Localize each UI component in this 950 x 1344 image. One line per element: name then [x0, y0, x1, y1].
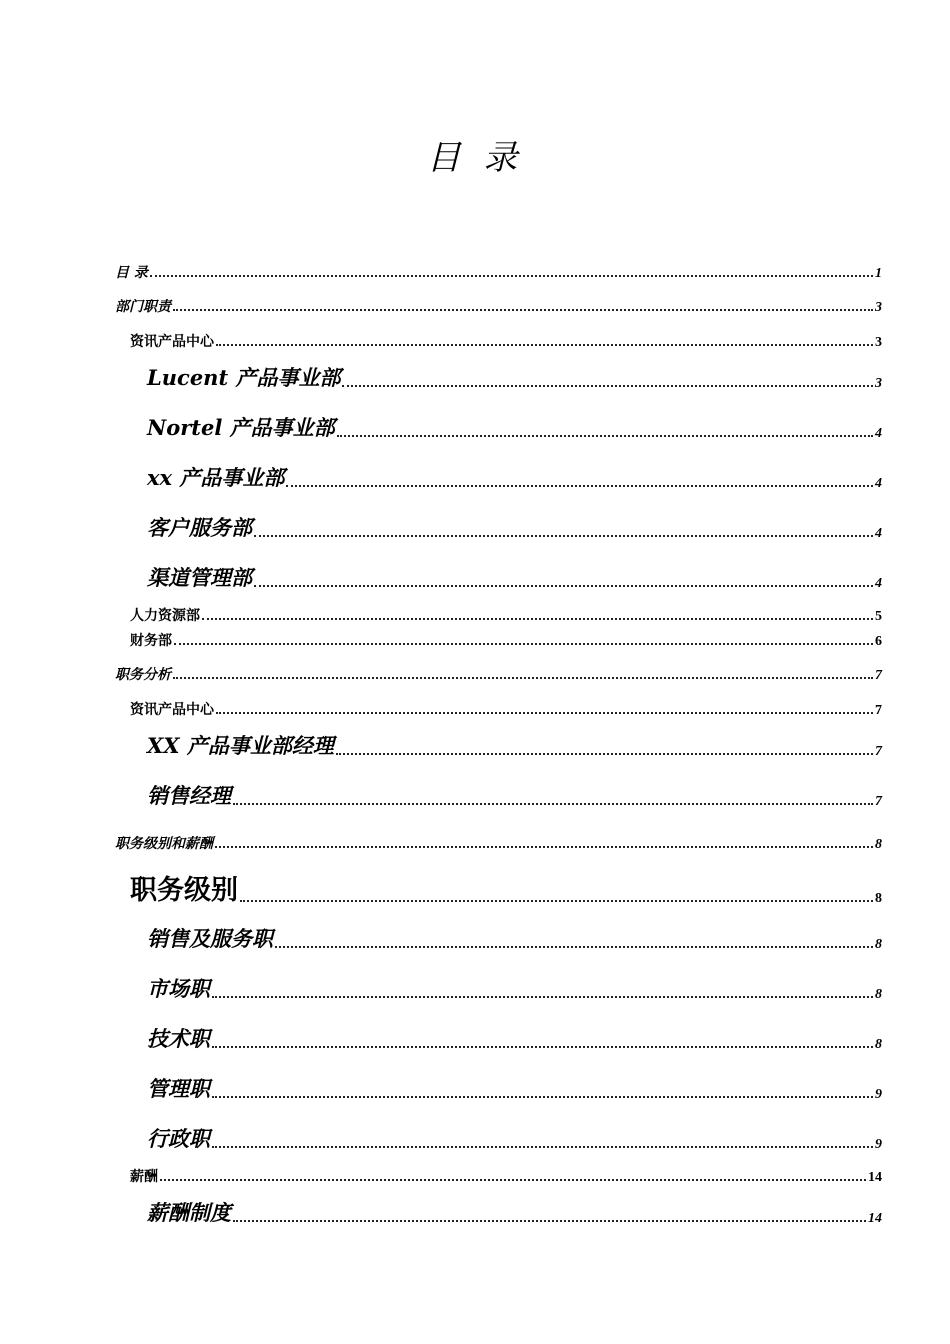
- toc-entry-page: 8: [875, 987, 882, 1002]
- toc-entry-label: 薪酬制度: [147, 1200, 231, 1225]
- toc-entry[interactable]: [147, 1187, 882, 1227]
- toc-entry-label: 行政职: [147, 1126, 210, 1151]
- toc-entry-page: 7: [875, 703, 882, 718]
- toc-entry-label: XX 产品事业部经理: [147, 733, 334, 758]
- toc-entry-page: 4: [875, 426, 882, 441]
- toc-entry[interactable]: [115, 644, 882, 684]
- toc-dot-leader: [160, 1179, 866, 1181]
- toc-entry-page: 9: [875, 1137, 882, 1152]
- toc-dot-leader: [216, 344, 873, 346]
- toc-dot-leader: [212, 1046, 873, 1048]
- toc-entry-page: 8: [875, 891, 882, 906]
- toc-dot-leader: [233, 1220, 866, 1222]
- toc-dot-leader: [212, 1096, 873, 1098]
- toc-entry-label: 部门职责: [115, 299, 171, 315]
- toc-entry-label: Nortel 产品事业部: [147, 415, 335, 440]
- toc-entry[interactable]: [147, 1063, 882, 1103]
- toc-entry-page: 6: [875, 634, 882, 649]
- toc-entry[interactable]: [130, 1146, 882, 1186]
- toc-entry-label: 资讯产品中心: [130, 702, 214, 718]
- toc-entry[interactable]: [147, 963, 882, 1003]
- toc-entry[interactable]: [130, 867, 882, 907]
- toc-entry-page: 8: [875, 837, 882, 852]
- toc-entry-label: 职务级别: [130, 875, 238, 906]
- toc-entry-page: 4: [875, 526, 882, 541]
- toc-dot-leader: [342, 385, 873, 387]
- toc-entry[interactable]: [130, 679, 882, 719]
- toc-entry[interactable]: [147, 720, 882, 760]
- toc-entry-label: 资讯产品中心: [130, 334, 214, 350]
- toc-entry[interactable]: [130, 311, 882, 351]
- toc-entry[interactable]: [147, 770, 882, 810]
- toc-entry-label: xx 产品事业部: [147, 465, 285, 490]
- toc-entry-page: 7: [875, 668, 882, 683]
- toc-entry-label: 目 录: [115, 265, 148, 281]
- toc-entry-label: 职务级别和薪酬: [115, 836, 213, 852]
- toc-dot-leader: [215, 846, 873, 848]
- toc-dot-leader: [233, 803, 873, 805]
- toc-entry-page: 3: [875, 376, 882, 391]
- toc-entry[interactable]: [147, 452, 882, 492]
- toc-entry-label: 销售经理: [147, 783, 231, 808]
- toc-dot-leader: [240, 900, 873, 902]
- toc-entry-label: Lucent 产品事业部: [147, 365, 341, 390]
- toc-entry[interactable]: [147, 1013, 882, 1053]
- toc-entry-page: 7: [875, 794, 882, 809]
- toc-entry-page: 14: [868, 1211, 882, 1226]
- document-title: 目 录: [426, 138, 524, 178]
- toc-entry[interactable]: [147, 913, 882, 953]
- toc-dot-leader: [336, 753, 873, 755]
- toc-entry-page: 3: [875, 335, 882, 350]
- toc-dot-leader: [286, 485, 873, 487]
- toc-dot-leader: [337, 435, 873, 437]
- toc-entry-label: 薪酬: [130, 1169, 158, 1185]
- toc-entry-label: 市场职: [147, 976, 210, 1001]
- toc-entry[interactable]: [115, 813, 882, 853]
- toc-entry-page: 4: [875, 576, 882, 591]
- toc-entry-page: 8: [875, 1037, 882, 1052]
- toc-entry-page: 14: [868, 1170, 882, 1185]
- toc-dot-leader: [216, 712, 873, 714]
- toc-entry-page: 8: [875, 937, 882, 952]
- toc-entry-label: 渠道管理部: [147, 565, 252, 590]
- toc-dot-leader: [254, 535, 873, 537]
- toc-dot-leader: [212, 996, 873, 998]
- toc-entry-label: 管理职: [147, 1076, 210, 1101]
- toc-entry-page: 7: [875, 744, 882, 759]
- toc-entry-label: 财务部: [130, 633, 172, 649]
- toc-entry-label: 人力资源部: [130, 608, 200, 624]
- toc-entry-page: 3: [875, 300, 882, 315]
- toc-entry[interactable]: [147, 352, 882, 392]
- toc-entry-page: 1: [875, 266, 882, 281]
- toc-entry-label: 职务分析: [115, 667, 171, 683]
- toc-entry-page: 5: [875, 609, 882, 624]
- toc-entry-label: 技术职: [147, 1026, 210, 1051]
- toc-entry[interactable]: [115, 276, 882, 316]
- toc-entry-page: 4: [875, 476, 882, 491]
- toc-entry-label: 客户服务部: [147, 515, 252, 540]
- toc-dot-leader: [275, 946, 873, 948]
- toc-entry[interactable]: [147, 502, 882, 542]
- toc-entry-page: 9: [875, 1087, 882, 1102]
- toc-entry-label: 销售及服务职: [147, 926, 273, 951]
- toc-entry[interactable]: [147, 402, 882, 442]
